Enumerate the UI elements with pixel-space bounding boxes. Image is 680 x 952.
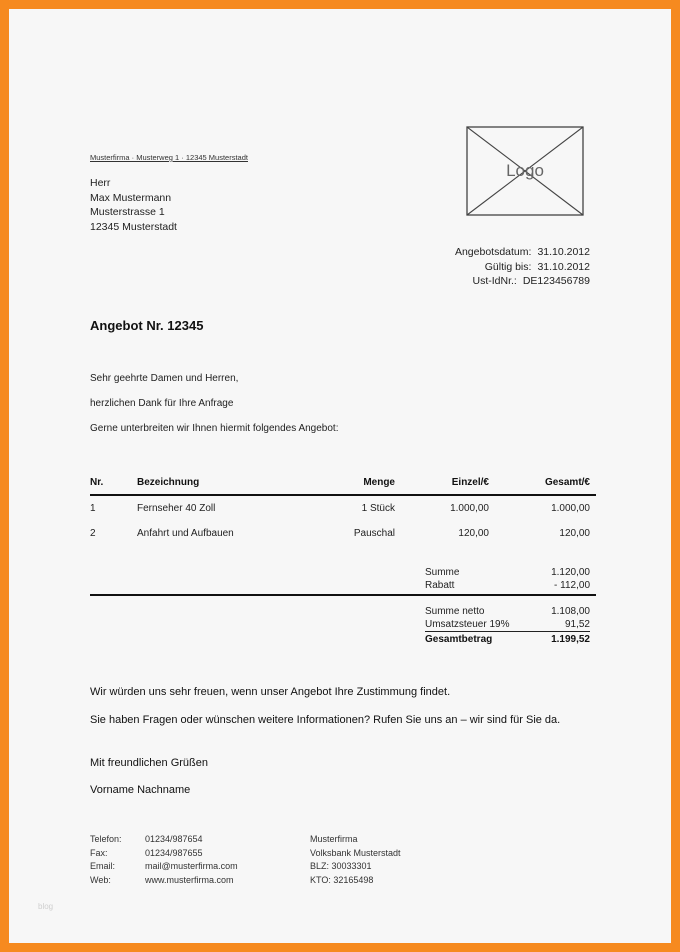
signatory-name: Vorname Nachname xyxy=(90,784,191,796)
footer-web: www.musterfirma.com xyxy=(145,874,234,885)
footer-label-fax: Fax: xyxy=(90,847,108,858)
footer-bank xyxy=(310,833,401,887)
meta-label: Gültig bis: xyxy=(484,260,532,273)
header-divider xyxy=(90,494,596,496)
summe-label: Summe xyxy=(425,567,460,578)
netto-value: 1.108,00 xyxy=(551,606,590,617)
grand-total-value: 1.199,52 xyxy=(551,634,590,645)
footer-label-phone: Telefon: xyxy=(90,834,122,844)
recipient-name: Max Mustermann xyxy=(90,191,172,204)
meta-row xyxy=(430,260,590,275)
footer-label-email: Email: xyxy=(90,861,116,871)
row-1-einzel: 1.000,00 xyxy=(450,503,489,514)
footer-contact-values xyxy=(145,833,238,887)
closing-paragraph-2: Sie haben Fragen oder wünschen weitere Informationen? Rufen Sie uns an – wir sind für Sie da. xyxy=(90,714,561,726)
rabatt-label: Rabatt xyxy=(425,580,455,591)
recipient-salutation: Herr xyxy=(90,177,111,189)
footer-bank-name: Volksbank Musterstadt xyxy=(310,847,401,858)
row-2-menge: Pauschal xyxy=(353,528,395,539)
grand-total-label: Gesamtbetrag xyxy=(425,634,493,645)
col-header-nr: Nr. xyxy=(90,477,104,488)
thanks-line: herzlichen Dank für Ihre Anfrage xyxy=(90,398,234,409)
logo-placeholder xyxy=(465,125,585,217)
meta-row xyxy=(430,274,590,289)
col-header-gesamt: Gesamt/€ xyxy=(544,477,590,488)
footer-email: mail@musterfirma.com xyxy=(145,861,238,871)
meta-row xyxy=(430,245,590,260)
totals-divider xyxy=(90,594,596,596)
recipient-address xyxy=(90,176,177,234)
intro-line: Gerne unterbreiten wir Ihnen hiermit folgendes Angebot: xyxy=(90,423,339,434)
recipient-city: 12345 Musterstadt xyxy=(90,220,177,233)
col-header-einzel: Einzel/€ xyxy=(451,477,489,488)
col-header-bezeichnung: Bezeichnung xyxy=(137,477,200,488)
footer-label-web: Web: xyxy=(90,874,111,885)
meta-label: Ust-IdNr.: xyxy=(472,275,517,287)
col-header-menge: Menge xyxy=(363,477,395,488)
meta-value: 31.10.2012 xyxy=(537,246,590,258)
netto-label: Summe netto xyxy=(425,606,485,617)
footer-company: Musterfirma xyxy=(310,834,358,844)
rabatt-value: - 112,00 xyxy=(554,580,590,591)
offer-meta xyxy=(430,245,590,289)
greeting: Sehr geehrte Damen und Herren, xyxy=(90,373,239,384)
grand-total-rule xyxy=(425,631,590,632)
recipient-street: Musterstrasse 1 xyxy=(90,206,165,218)
footer-blz: BLZ: 30033301 xyxy=(310,861,372,871)
meta-label: Angebotsdatum: xyxy=(454,246,532,258)
row-1-nr: 1 xyxy=(90,503,96,514)
row-2-gesamt: 120,00 xyxy=(559,528,590,539)
row-2-nr: 2 xyxy=(90,528,96,539)
regards-line: Mit freundlichen Grüßen xyxy=(90,757,208,769)
row-2-einzel: 120,00 xyxy=(458,528,489,539)
logo-text: Logo xyxy=(506,161,544,180)
footer-fax: 01234/987655 xyxy=(145,847,203,858)
row-1-menge: 1 Stück xyxy=(361,503,395,514)
watermark: blog xyxy=(38,902,54,911)
meta-value: 31.10.2012 xyxy=(537,260,590,273)
sender-line: Musterfirma · Musterweg 1 · 12345 Musterstadt xyxy=(90,153,248,162)
footer-phone: 01234/987654 xyxy=(145,834,203,844)
document-title: Angebot Nr. 12345 xyxy=(90,318,204,333)
closing-paragraph-1: Wir würden uns sehr freuen, wenn unser Angebot Ihre Zustimmung findet. xyxy=(90,686,451,698)
meta-value: DE123456789 xyxy=(522,275,590,287)
row-1-gesamt: 1.000,00 xyxy=(551,503,590,514)
row-1-bezeichnung: Fernseher 40 Zoll xyxy=(137,503,216,514)
row-2-bezeichnung: Anfahrt und Aufbauen xyxy=(137,528,234,539)
ust-value: 91,52 xyxy=(564,619,590,630)
ust-label: Umsatzsteuer 19% xyxy=(425,619,510,630)
footer-contact-labels xyxy=(90,833,122,887)
footer-kto: KTO: 32165498 xyxy=(310,874,374,885)
summe-value: 1.120,00 xyxy=(551,567,590,578)
